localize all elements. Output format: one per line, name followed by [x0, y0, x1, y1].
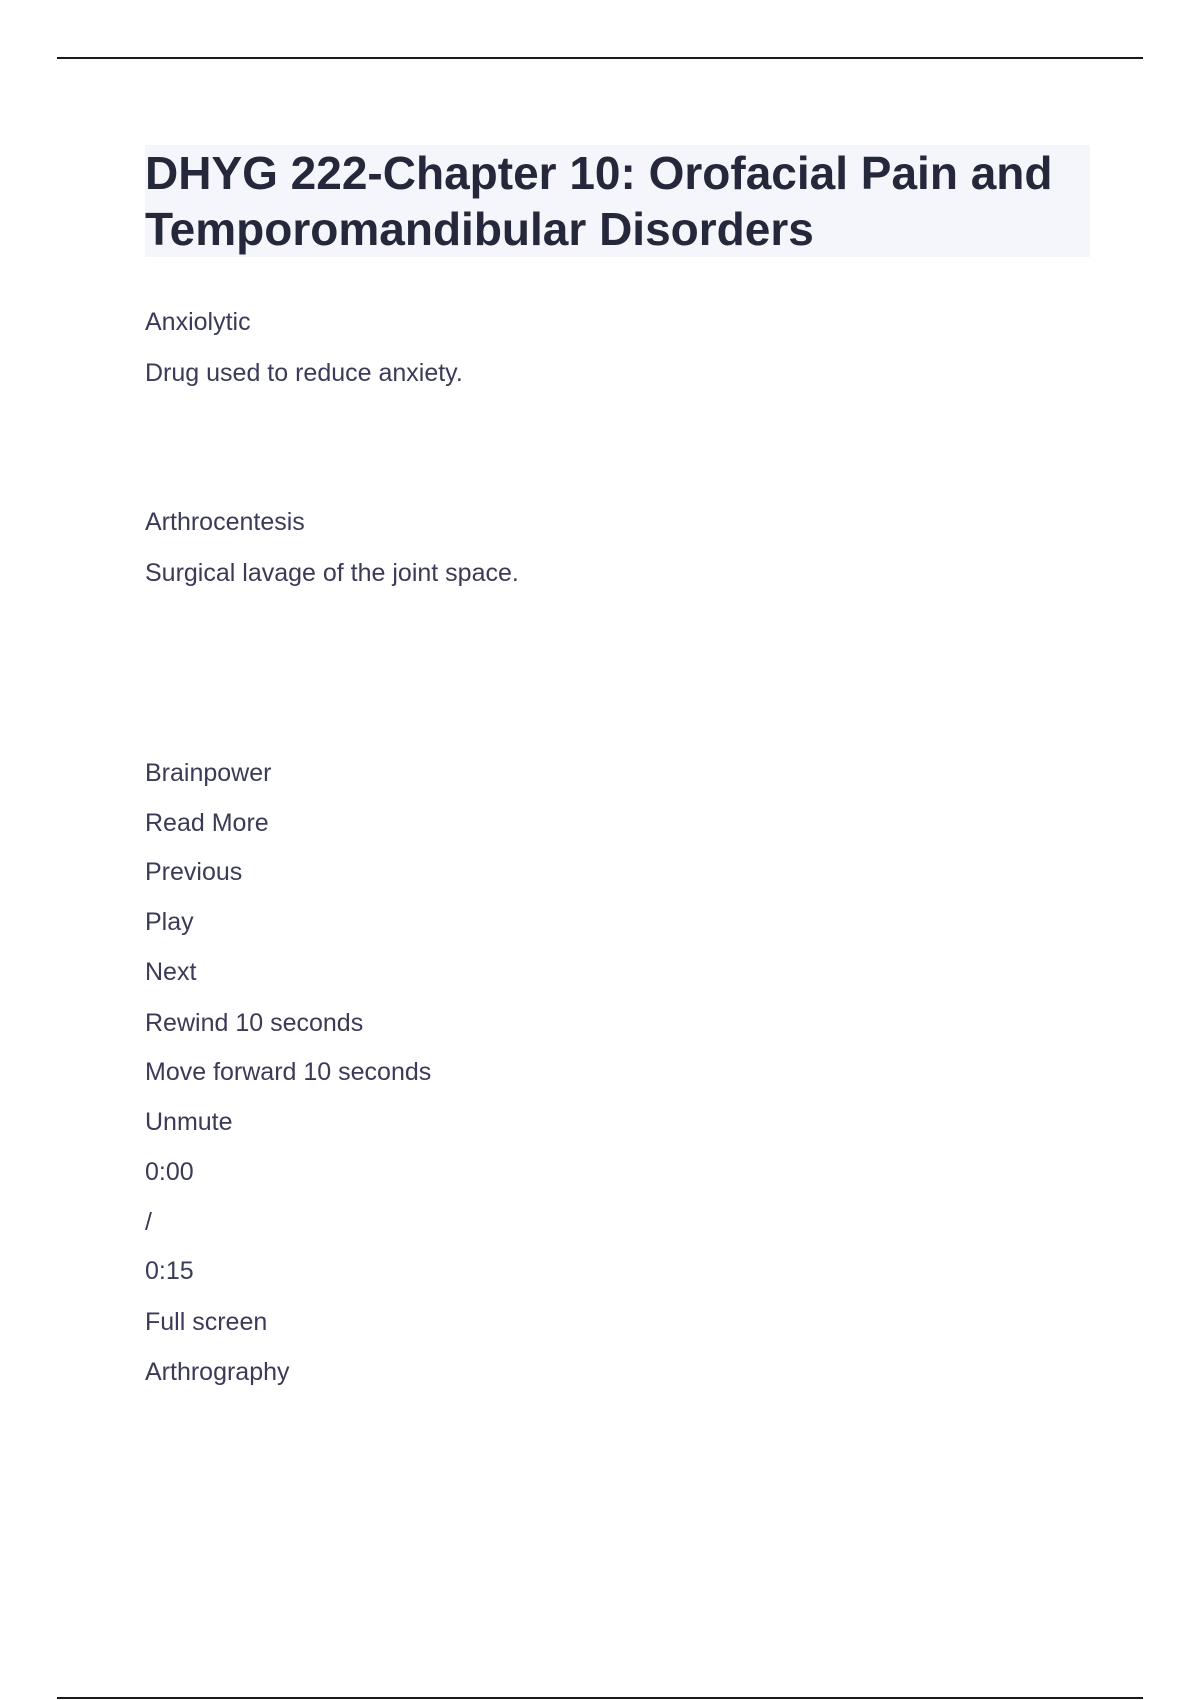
- page-title: DHYG 222-Chapter 10: Orofacial Pain and Temporomandibular Disorders: [145, 147, 1053, 255]
- previous-button[interactable]: Previous: [145, 858, 243, 886]
- unmute-button[interactable]: Unmute: [145, 1108, 233, 1136]
- next-button[interactable]: Next: [145, 958, 197, 986]
- forward-button[interactable]: Move forward 10 seconds: [145, 1058, 432, 1086]
- fullscreen-button[interactable]: Full screen: [145, 1308, 268, 1336]
- time-separator: /: [145, 1208, 152, 1236]
- player-brand: Brainpower: [145, 759, 272, 787]
- top-rule: [57, 57, 1143, 59]
- term-arthrocentesis: Arthrocentesis: [145, 508, 305, 536]
- term-anxiolytic: Anxiolytic: [145, 308, 251, 336]
- term-arthrography: Arthrography: [145, 1358, 290, 1386]
- duration: 0:15: [145, 1257, 194, 1285]
- play-button[interactable]: Play: [145, 908, 194, 936]
- definition-arthrocentesis: Surgical lavage of the joint space.: [145, 559, 519, 587]
- rewind-button[interactable]: Rewind 10 seconds: [145, 1009, 364, 1037]
- read-more-link[interactable]: Read More: [145, 809, 269, 837]
- current-time: 0:00: [145, 1158, 194, 1186]
- bottom-rule: [57, 1697, 1143, 1699]
- definition-anxiolytic: Drug used to reduce anxiety.: [145, 359, 463, 387]
